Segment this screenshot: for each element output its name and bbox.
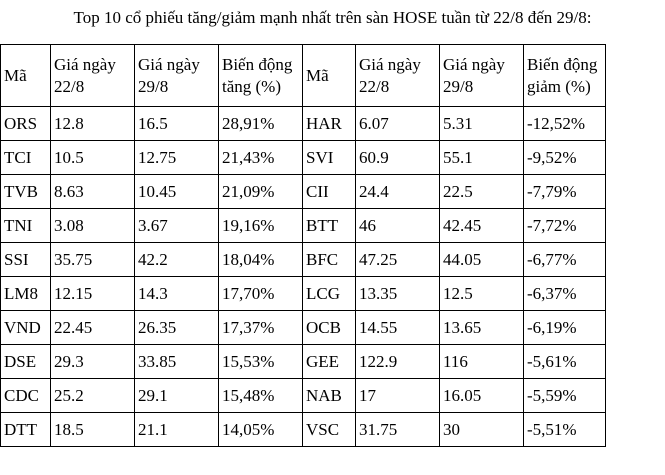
cell-gain-price-22: 12.15 (51, 277, 135, 311)
cell-loss-change: -6,37% (524, 277, 606, 311)
header-loss-price-22: Giá ngày 22/8 (356, 45, 440, 107)
cell-gain-change: 28,91% (219, 107, 303, 141)
cell-gain-price-29: 29.1 (135, 379, 219, 413)
cell-loss-price-29: 116 (440, 345, 524, 379)
cell-gain-price-29: 14.3 (135, 277, 219, 311)
cell-gain-change: 17,70% (219, 277, 303, 311)
header-loss-price-29: Giá ngày 29/8 (440, 45, 524, 107)
header-gain-price-29: Giá ngày 29/8 (135, 45, 219, 107)
cell-gain-change: 18,04% (219, 243, 303, 277)
table-row (1, 379, 606, 413)
table-row (1, 141, 606, 175)
cell-loss-change: -5,59% (524, 379, 606, 413)
cell-gain-price-22: 18.5 (51, 413, 135, 447)
table-header-row (1, 45, 606, 107)
cell-gain-price-22: 29.3 (51, 345, 135, 379)
cell-loss-code: HAR (303, 107, 356, 141)
table-row (1, 413, 606, 447)
cell-gain-price-29: 42.2 (135, 243, 219, 277)
table-body (1, 107, 606, 447)
cell-loss-price-29: 55.1 (440, 141, 524, 175)
table-row (1, 175, 606, 209)
table-row (1, 277, 606, 311)
cell-gain-change: 19,16% (219, 209, 303, 243)
header-gain-change: Biến động tăng (%) (219, 45, 303, 107)
cell-loss-code: LCG (303, 277, 356, 311)
cell-loss-price-22: 6.07 (356, 107, 440, 141)
cell-gain-price-29: 33.85 (135, 345, 219, 379)
stocks-table (0, 44, 606, 447)
cell-loss-code: SVI (303, 141, 356, 175)
cell-gain-price-22: 35.75 (51, 243, 135, 277)
cell-gain-price-22: 12.8 (51, 107, 135, 141)
cell-loss-code: VSC (303, 413, 356, 447)
cell-loss-code: OCB (303, 311, 356, 345)
cell-gain-price-22: 22.45 (51, 311, 135, 345)
cell-loss-code: BTT (303, 209, 356, 243)
cell-gain-code: SSI (1, 243, 51, 277)
cell-loss-change: -6,19% (524, 311, 606, 345)
cell-loss-price-22: 24.4 (356, 175, 440, 209)
table-row (1, 311, 606, 345)
cell-loss-change: -7,72% (524, 209, 606, 243)
cell-gain-code: DTT (1, 413, 51, 447)
cell-loss-price-22: 13.35 (356, 277, 440, 311)
cell-gain-price-22: 25.2 (51, 379, 135, 413)
cell-gain-change: 14,05% (219, 413, 303, 447)
cell-loss-price-22: 14.55 (356, 311, 440, 345)
cell-loss-code: NAB (303, 379, 356, 413)
cell-gain-price-22: 10.5 (51, 141, 135, 175)
cell-gain-price-29: 3.67 (135, 209, 219, 243)
cell-gain-code: DSE (1, 345, 51, 379)
cell-gain-code: VND (1, 311, 51, 345)
cell-loss-price-22: 46 (356, 209, 440, 243)
cell-gain-change: 21,43% (219, 141, 303, 175)
cell-gain-change: 15,48% (219, 379, 303, 413)
table-row (1, 209, 606, 243)
cell-gain-code: LM8 (1, 277, 51, 311)
cell-gain-price-29: 21.1 (135, 413, 219, 447)
cell-gain-code: CDC (1, 379, 51, 413)
cell-loss-change: -6,77% (524, 243, 606, 277)
cell-loss-change: -5,61% (524, 345, 606, 379)
cell-loss-code: CII (303, 175, 356, 209)
cell-gain-price-29: 26.35 (135, 311, 219, 345)
header-loss-code: Mã (303, 45, 356, 107)
cell-loss-price-29: 16.05 (440, 379, 524, 413)
cell-loss-price-29: 5.31 (440, 107, 524, 141)
cell-loss-code: GEE (303, 345, 356, 379)
cell-loss-change: -12,52% (524, 107, 606, 141)
header-gain-code: Mã (1, 45, 51, 107)
header-loss-change: Biến động giảm (%) (524, 45, 606, 107)
cell-gain-price-22: 3.08 (51, 209, 135, 243)
cell-loss-price-22: 60.9 (356, 141, 440, 175)
header-gain-price-22: Giá ngày 22/8 (51, 45, 135, 107)
cell-loss-price-22: 17 (356, 379, 440, 413)
cell-loss-price-22: 47.25 (356, 243, 440, 277)
cell-loss-code: BFC (303, 243, 356, 277)
cell-gain-change: 21,09% (219, 175, 303, 209)
cell-loss-price-29: 44.05 (440, 243, 524, 277)
cell-loss-change: -7,79% (524, 175, 606, 209)
cell-gain-price-29: 10.45 (135, 175, 219, 209)
cell-gain-change: 15,53% (219, 345, 303, 379)
cell-loss-price-29: 42.45 (440, 209, 524, 243)
cell-loss-price-29: 30 (440, 413, 524, 447)
table-row (1, 107, 606, 141)
cell-loss-price-29: 22.5 (440, 175, 524, 209)
cell-loss-price-29: 12.5 (440, 277, 524, 311)
cell-loss-price-29: 13.65 (440, 311, 524, 345)
cell-gain-price-29: 16.5 (135, 107, 219, 141)
cell-loss-change: -9,52% (524, 141, 606, 175)
cell-loss-price-22: 122.9 (356, 345, 440, 379)
cell-gain-price-29: 12.75 (135, 141, 219, 175)
cell-loss-price-22: 31.75 (356, 413, 440, 447)
cell-gain-change: 17,37% (219, 311, 303, 345)
cell-loss-change: -5,51% (524, 413, 606, 447)
cell-gain-code: TNI (1, 209, 51, 243)
table-row (1, 243, 606, 277)
table-row (1, 345, 606, 379)
cell-gain-code: TVB (1, 175, 51, 209)
page-title: Top 10 cổ phiếu tăng/giảm mạnh nhất trên sàn HOSE tuần từ 22/8 đến 29/8: (73, 8, 592, 27)
cell-gain-code: TCI (1, 141, 51, 175)
cell-gain-code: ORS (1, 107, 51, 141)
cell-gain-price-22: 8.63 (51, 175, 135, 209)
